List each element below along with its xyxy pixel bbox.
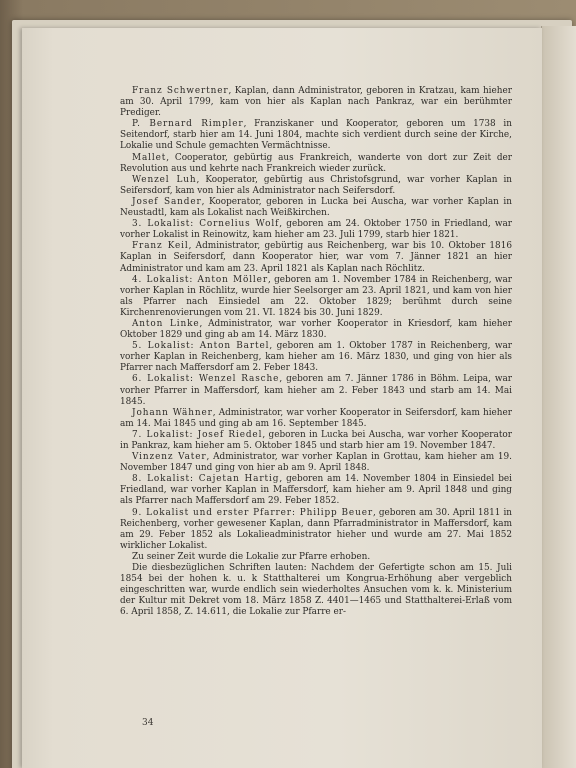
paragraph [120,474,512,507]
paragraph-body: , geboren in Lucka bei Auscha, war vorher Kooperator in Pankraz, kam hieher am 5. Oktober 1845 und starb hier am 19. November 1847. [120,429,512,451]
paragraph-body: , geboren am 24. Oktober 1750 in Friedland, war vorher Lokalist in Reinowitz, kam hieher am 23. Juli 1799, starb hier 1821. [120,219,512,241]
paragraph [120,275,512,319]
paragraph [120,119,512,152]
paragraph-body: , geboren am 1. Oktober 1787 in Reichenberg, war vorher Kaplan in Reichenberg, kam hieher am 16. März 1830, und ging von hier als Pfarrer nach Maffersdorf am 2. Feber 1843. [120,341,512,374]
page-text [120,86,512,619]
paragraph-body: , Kooperator, gebürtig aus Christofsgrund, war vorher Kaplan in Seifersdorf, kam von hier als Administrator nach Seifersdorf. [120,174,512,196]
paragraph-body: , Kaplan, dann Administrator, geboren in Kratzau, kam hieher am 30. April 1799, kam von hier als Kaplan nach Pankraz, war ein berühmter Prediger. [120,86,512,119]
paragraph-body: Die diesbezüglichen Schriften lauten: Nachdem der Gefertigte schon am 15. Juli 1854 bei der hohen k. u. k Statthalterei um Kongrua-Erhöhung aber vergeblich eingeschritten war, wurde endlich sein wiederholtes Ansuchen vom k. k. Ministerium der Kultur mit Dekret vom 18. März 1858 Z. 4401—1465 und Statthalterei-Erlaß vom 6. April 1858, Z. 14.611, die Lokalie zur Pfarre er- [120,563,512,618]
paragraph-lead: Vinzenz Vater [132,452,207,463]
paragraph [120,508,512,552]
paragraph [120,241,512,274]
paragraph [120,563,512,618]
paragraph [120,175,512,197]
paragraph-body: , Kooperator, geboren in Lucka bei Auscha, war vorher Kaplan in Neustadtl, kam als Lokalist nach Weißkirchen. [120,196,512,219]
paragraph-body: , Administrator, war vorher Kooperator in Seifersdorf, kam hieher am 14. Mai 1845 und ging ab am 16. September 1845. [120,407,513,429]
paragraph-lead: P. Bernard Rimpler [132,119,244,130]
paragraph [120,153,512,175]
book-page [22,28,542,768]
paragraph-body: , Administrator, war vorher Kooperator in Kriesdorf, kam hieher Oktober 1829 und ging ab am 14. März 1830. [120,318,512,341]
paragraph [120,219,512,241]
paragraph-body: , Franziskaner und Kooperator, geboren um 1738 in Seitendorf, starb hier am 14. Juni 1804, machte sich verdient durch seine der Kirche, Lokalie und Schule gemachten Vermächtnisse. [120,119,512,152]
paragraph-lead: Franz Schwertner [132,86,229,96]
paragraph-body: , geboren am 7. Jänner 1786 in Böhm. Leipa, war vorher Pfarrer in Maffersdorf, kam hieher am 2. Feber 1843 und starb am 14. Mai 1845. [120,374,513,407]
paragraph [120,319,512,341]
paragraph [120,86,512,119]
paragraph [120,408,512,430]
paragraph-lead: Josef Sander [132,196,202,207]
paragraph-lead: 3. Lokalist: Cornelius Wolf [132,219,280,230]
paragraph-lead: 8. Lokalist: Cajetan Hartig [132,474,280,485]
paragraph [120,374,512,407]
paragraph-body: , Cooperator, gebürtig aus Frankreich, wanderte von dort zur Zeit der Revolution aus und kehrte nach Frankreich wieder zurück. [120,152,512,174]
paragraph [120,430,512,452]
paragraph-body: , Administrator, gebürtig aus Reichenberg, war bis 10. Oktober 1816 Kaplan in Seifersdorf, dann Kooperator hier, war vom 7. Jänner 1821 an hier Administrator und kam am 23. April 1821 als Kaplan nach Röchlitz. [120,241,513,274]
paragraph-lead: Anton Linke [132,318,200,329]
paragraph-lead: 6. Lokalist: Wenzel Rasche [132,374,280,385]
paragraph-lead: 9. Lokalist und erster Pfarrer: Philipp Beuer [132,507,373,518]
paragraph-lead: Wenzel Luh [132,174,197,185]
paragraph-body: Zu seiner Zeit wurde die Lokalie zur Pfarre erhoben. [132,551,371,562]
paragraph-lead: 5. Lokalist: Anton Bartel [132,341,270,352]
facing-page-edge [541,26,576,768]
paragraph-lead: Mallet [132,152,167,163]
paragraph-lead: 4. Lokalist: Anton Möller [132,274,268,285]
paragraph-body: , geboren am 1. November 1784 in Reichenberg, war vorher Kaplan in Röchlitz, wurde hier Seelsorger am 23. April 1821, und kam von hier als Pfarrer nach Einsiedel am 22. Oktober 1829; berühmt durch seine Kirchenrenovierungen vom 21. VI. 1824 bis 30. Juni 1829. [120,274,512,318]
paragraph [120,341,512,374]
paragraph [120,552,512,563]
paragraph-body: , Administrator, war vorher Kaplan in Grottau, kam hieher am 19. November 1847 und ging von hier ab am 9. April 1848. [120,452,512,474]
page-number: 34 [142,718,154,728]
paragraph-body: , geboren am 30. April 1811 in Reichenberg, vorher gewesener Kaplan, dann Pfarradministrator in Maffersdorf, kam am 29. Feber 1852 als Lokalieadministrator hieher und wurde am 27. Mai 1852 wirklicher Lokalist. [120,507,512,551]
paragraph-lead: Johann Wähner [132,407,213,418]
paragraph-body: , geboren am 14. November 1804 in Einsiedel bei Friedland, war vorher Kaplan in Maffersdorf, kam hieher am 9. April 1848 und ging als Pfarrer nach Maffersdorf am 29. Feber 1852. [120,474,512,507]
paragraph [120,197,512,219]
paragraph [120,452,512,474]
paragraph-lead: 7. Lokalist: Josef Riedel [132,429,263,440]
paragraph-lead: Franz Keil [132,241,189,252]
